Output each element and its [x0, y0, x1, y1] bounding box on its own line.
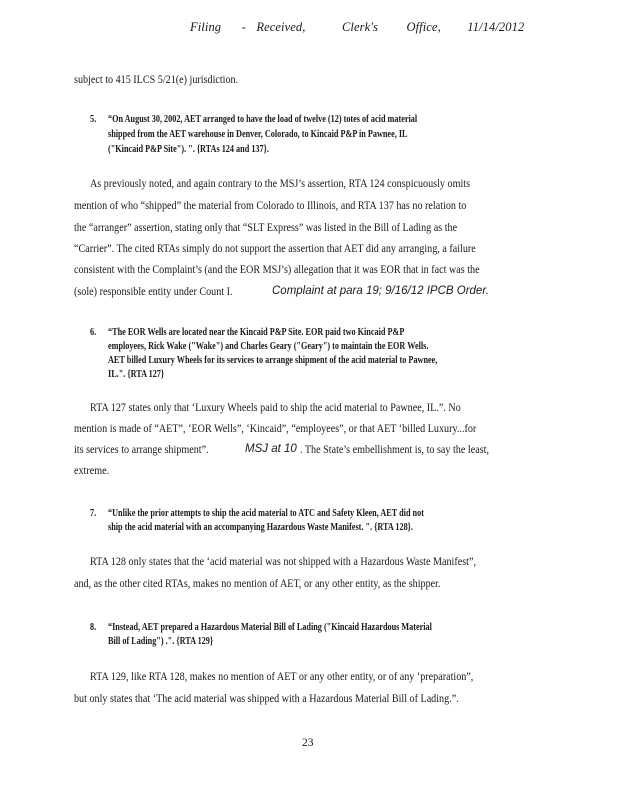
quote-line: “The EOR Wells are located near the Kincaid P&P Site. EOR paid two Kincaid P&P: [108, 327, 405, 338]
page-number: 23: [302, 737, 314, 749]
header-date: 11/14/2012: [467, 20, 525, 34]
header-filing: Filing: [190, 20, 222, 34]
quote-line: “Instead, AET prepared a Hazardous Material Bill of Lading ("Kincaid Hazardous Material: [108, 622, 432, 633]
body-line: consistent with the Complaint’s (and the EOR MSJ’s) allegation that it was EOR that in fact was the: [74, 264, 480, 276]
item-number: 7.: [90, 508, 97, 519]
intro-line: subject to 415 ILCS 5/21(e) jurisdiction.: [74, 74, 239, 86]
item-number: 5.: [90, 114, 97, 125]
quote-line: AET billed Luxury Wheels for its services to arrange shipment of the acid material to Pawnee,: [108, 355, 438, 366]
body-line: and, as the other cited RTAs, makes no mention of AET, or any other entity, as the shipper.: [74, 578, 441, 590]
body-line: RTA 127 states only that ‘Luxury Wheels paid to ship the acid material to Pawnee, IL.”. No: [90, 402, 461, 414]
quote-line: Bill of Lading") .". {RTA 129}: [108, 636, 214, 647]
item-number: 6.: [90, 327, 97, 338]
header-dash: -: [241, 20, 246, 34]
body-line: (sole) responsible entity under Count I.: [74, 286, 233, 298]
quote-line: “Unlike the prior attempts to ship the acid material to ATC and Safety Kleen, AET did not: [108, 508, 424, 519]
header-office: Office,: [406, 20, 441, 34]
header-clerks: Clerk's: [341, 20, 378, 34]
body-line: the “arranger” assertion, stating only that “SLT Express” was listed in the Bill of Lading as the: [74, 222, 458, 234]
item-number: 8.: [90, 622, 97, 633]
body-line: mention of who “shipped” the material from Colorado to Illinois, and RTA 137 has no relation to: [74, 200, 467, 212]
msj-citation: MSJ at 10: [245, 443, 297, 455]
quote-line: “On August 30, 2002, AET arranged to have the load of twelve (12) totes of acid material: [108, 114, 418, 125]
body-line: RTA 129, like RTA 128, makes no mention of AET or any other entity, or of any ‘preparation”,: [90, 671, 474, 683]
body-line: . The State’s embellishment is, to say the least,: [300, 444, 489, 456]
filing-header: [190, 20, 524, 35]
quote-line: ship the acid material with an accompanying Hazardous Waste Manifest. ". {RTA 128}.: [108, 522, 413, 533]
body-line: “Carrier”. The cited RTAs simply do not support the assertion that AET did any arranging, a failure: [74, 243, 476, 255]
body-line: its services to arrange shipment”.: [74, 444, 209, 456]
quote-line: shipped from the AET warehouse in Denver, Colorado, to Kincaid P&P in Pawnee, IL: [108, 129, 408, 140]
body-line: but only states that ‘The acid material was shipped with a Hazardous Material Bill of Lading.”.: [74, 693, 459, 705]
body-line: RTA 128 only states that the ‘acid material was not shipped with a Hazardous Waste Manifest”,: [90, 556, 476, 568]
body-line: extreme.: [74, 465, 110, 477]
quote-line: IL.". {RTA 127}: [108, 369, 165, 380]
quote-line: employees, Rick Wake ("Wake") and Charles Geary ("Geary") to maintain the EOR Wells.: [108, 341, 429, 352]
complaint-citation: Complaint at para 19; 9/16/12 IPCB Order.: [272, 285, 489, 297]
header-received: Received,: [256, 20, 306, 34]
body-line: mention is made of “AET”, ‘EOR Wells”, ‘Kincaid”, “employees”, or that AET ‘billed Luxury...for: [74, 423, 477, 435]
quote-line: ("Kincaid P&P Site"). ". {RTAs 124 and 137}.: [108, 144, 269, 155]
body-line: As previously noted, and again contrary to the MSJ’s assertion, RTA 124 conspicuously omits: [90, 178, 471, 190]
